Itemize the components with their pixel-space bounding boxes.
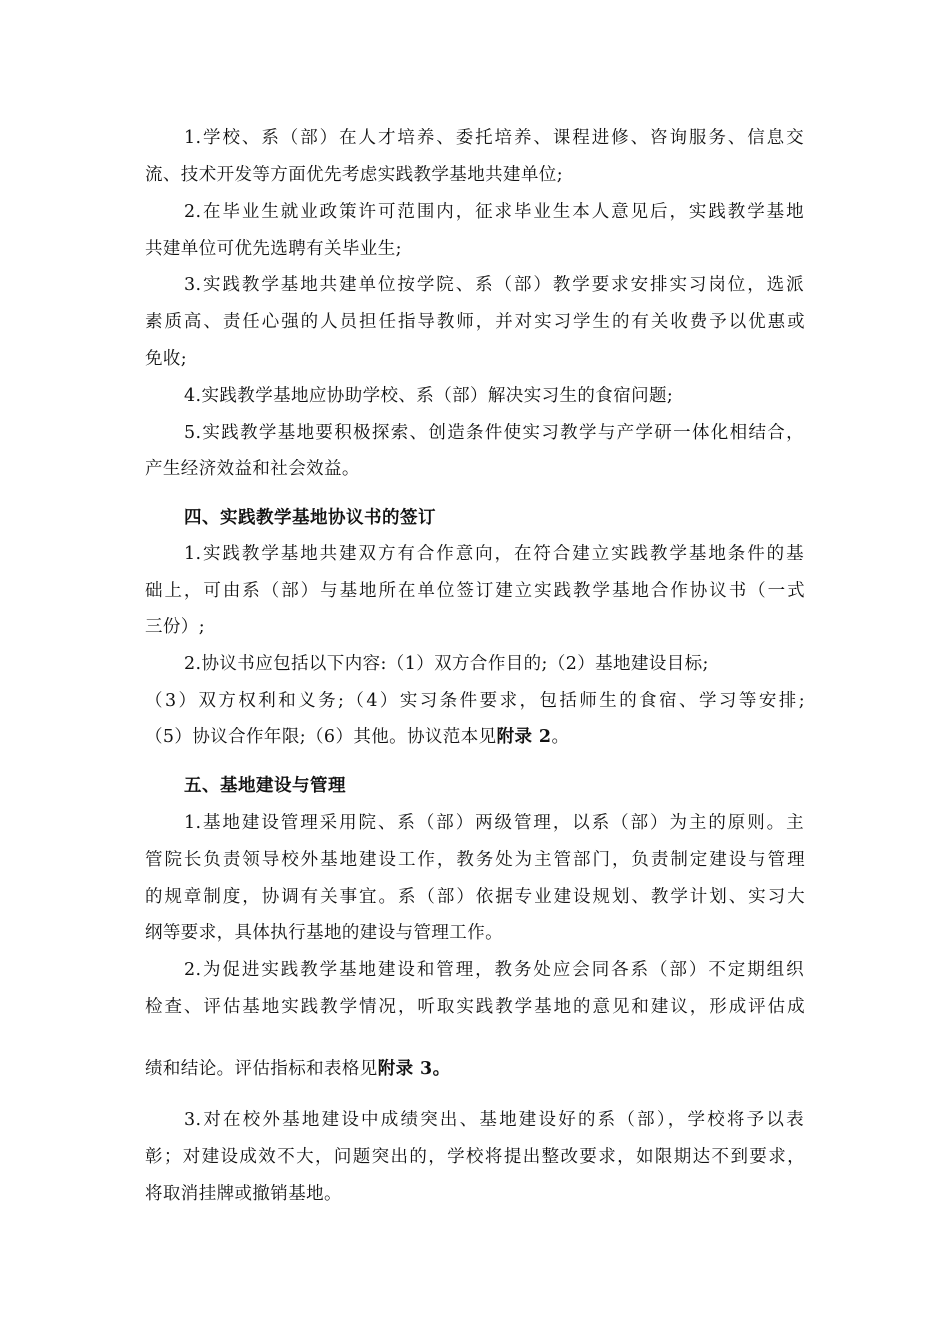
paragraph-line: 将取消挂牌或撤销基地。 [145,1184,342,1204]
paragraph-line [145,1054,805,1084]
paragraph-line: 3.实践教学基地共建单位按学院、系（部）教学要求安排实习岗位，选派 [184,275,804,295]
paragraph-line: 4.实践教学基地应协助学校、系（部）解决实习生的食宿问题; [184,386,674,406]
paragraph-line: 3.对在校外基地建设中成绩突出、基地建设好的系（部），学校将予以表 [184,1110,804,1130]
paragraph-line: 础上，可由系（部）与基地所在单位签订建立实践教学基地合作协议书（一式 [145,581,805,601]
paragraph-line: 共建单位可优先选聘有关毕业生; [145,239,402,259]
section-heading: 四、实践教学基地协议书的签订 [184,508,436,528]
paragraph-text: （5）协议合作年限;（6）其他。协议范本见 [145,727,497,747]
paragraph-line: 5.实践教学基地要积极探索、创造条件使实习教学与产学研一体化相结合， [184,423,804,443]
paragraph-line: （3）双方权利和义务;（4）实习条件要求，包括师生的食宿、学习等安排; [145,691,805,711]
paragraph-line: 免收; [145,349,188,369]
paragraph-line: 素质高、责任心强的人员担任指导教师，并对实习学生的有关收费予以优惠或 [145,312,805,332]
paragraph-line: 纲等要求，具体执行基地的建设与管理工作。 [145,923,503,943]
paragraph-line: 的规章制度，协调有关事宜。系（部）依据专业建设规划、教学计划、实习大 [145,887,805,907]
paragraph-line: 三份）; [145,617,205,637]
paragraph-line: 1.基地建设管理采用院、系（部）两级管理，以系（部）为主的原则。主 [184,813,804,833]
paragraph-line: 管院长负责领导校外基地建设工作，教务处为主管部门，负责制定建设与管理 [145,850,805,870]
paragraph-line: 1.实践教学基地共建双方有合作意向，在符合建立实践教学基地条件的基 [184,544,804,564]
paragraph-text: 绩和结论。评估指标和表格见 [145,1059,378,1079]
appendix-reference: 附录 2 [496,727,552,747]
paragraph-line: 彰；对建设成效不大，问题突出的，学校将提出整改要求，如限期达不到要求， [145,1147,805,1167]
paragraph-line: 产生经济效益和社会效益。 [145,459,360,479]
paragraph-line: 2.在毕业生就业政策许可范围内，征求毕业生本人意见后，实践教学基地 [184,202,804,222]
paragraph-line: 2.为促进实践教学基地建设和管理，教务处应会同各系（部）不定期组织 [184,960,804,980]
paragraph-line: 流、技术开发等方面优先考虑实践教学基地共建单位; [145,165,563,185]
appendix-reference: 附录 3。 [377,1059,451,1079]
section-heading: 五、基地建设与管理 [184,776,346,796]
paragraph-text: 。 [551,727,570,747]
paragraph-line: 检查、评估基地实践教学情况，听取实践教学基地的意见和建议，形成评估成 [145,997,805,1017]
paragraph-line: 1.学校、系（部）在人才培养、委托培养、课程进修、咨询服务、信息交 [184,128,804,148]
paragraph-line [145,722,805,752]
paragraph-line: 2.协议书应包括以下内容:（1）双方合作目的;（2）基地建设目标; [184,654,709,674]
